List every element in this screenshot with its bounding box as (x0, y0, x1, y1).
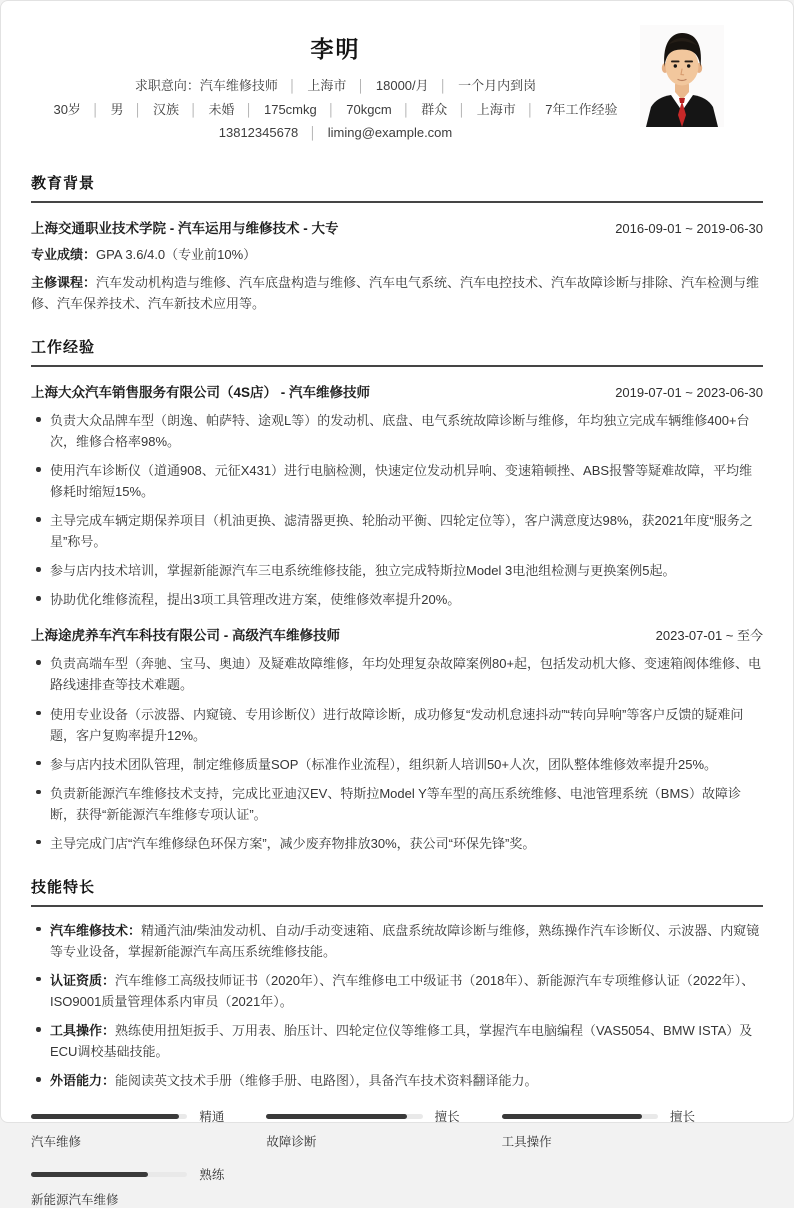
skill-level-fill (31, 1114, 179, 1119)
skill-label: 工具操作： (50, 1023, 116, 1038)
section-education (31, 172, 763, 314)
bullet-dot-icon (36, 761, 41, 766)
bullet-dot-icon (36, 417, 41, 422)
section-experience (31, 336, 763, 854)
job-bullet (31, 460, 763, 502)
skills-bullet-list (31, 920, 763, 1091)
job-block (31, 624, 763, 853)
skill-label: 外语能力： (50, 1073, 116, 1089)
skill-bullet (31, 1020, 763, 1062)
bullet-dot-icon (36, 467, 41, 472)
header-text (31, 23, 640, 150)
job-entry-row (31, 624, 763, 644)
info-segment: │ 上海市 (447, 102, 516, 117)
skill-level-label: 熟练 (199, 1168, 225, 1183)
job-bullet (31, 510, 763, 552)
job-bullet-list (31, 653, 763, 853)
bullet-text: 参与店内技术培训，掌握新能源汽车三电系统维修技能，独立完成特斯拉Model 3电池组检测与更换案例5起。 (50, 563, 676, 579)
bullet-dot-icon (36, 711, 41, 716)
info-segment: │ 一个月内到岗 (429, 78, 537, 93)
detail-text: GPA 3.6/4.0（专业前10%） (96, 246, 257, 262)
job-bullet (31, 589, 763, 610)
skill-level-track (502, 1114, 658, 1119)
skill-level-item (266, 1107, 459, 1150)
skill-bullet (31, 1070, 763, 1091)
education-details (31, 244, 763, 314)
job-bullet (31, 833, 763, 854)
bullet-text: 主导完成车辆定期保养项目（机油更换、滤清器更换、轮胎动平衡、四轮定位等），客户满意度达98%，获2021年度“服务之星”称号。 (50, 513, 753, 550)
info-segment: │ 175cmkg (234, 102, 316, 117)
bullet-text: 负责高端车型（奔驰、宝马、奥迪）及疑难故障维修，年均处理复杂故障案例80+起，包括发动机大修、变速箱阀体维修、电路线速排查等技术难题。 (50, 656, 762, 693)
bullet-dot-icon (36, 927, 41, 932)
section-skills (31, 876, 763, 1208)
personal-info-line (31, 103, 640, 117)
skills-section-head (31, 876, 763, 907)
bullet-dot-icon (36, 517, 41, 522)
skill-level-bar-row (502, 1107, 695, 1125)
job-block (31, 381, 763, 610)
info-segment: │ 7年工作经验 (516, 102, 618, 117)
info-segment: │ 18000/月 (346, 78, 428, 93)
job-entry-row (31, 381, 763, 401)
info-segment: │ 未婚 (179, 102, 235, 117)
company-role: 上海大众汽车销售服务有限公司（4S店） - 汽车维修技师 (31, 385, 371, 401)
education-entry-row (31, 217, 763, 237)
detail-label: 主修课程： (31, 274, 97, 290)
skill-level-label: 精通 (199, 1110, 225, 1125)
job-period: 2023-07-01 ~ 至今 (655, 628, 763, 644)
info-segment: │ 上海市 (278, 78, 347, 93)
job-period: 2019-07-01 ~ 2023-06-30 (615, 385, 763, 401)
skill-level-name: 汽车维修 (31, 1135, 82, 1150)
skill-label: 认证资质： (50, 972, 116, 988)
bullet-dot-icon (36, 1077, 41, 1082)
job-bullet (31, 560, 763, 581)
info-segment: │ 70kgcm (317, 102, 392, 117)
education-detail-line (31, 244, 763, 265)
job-bullet (31, 410, 763, 452)
job-bullet (31, 653, 763, 695)
education-section-head (31, 172, 763, 203)
info-segment: │ 男 (81, 102, 124, 117)
skill-level-track (31, 1114, 187, 1119)
info-segment: 求职意向：汽车维修技师 (134, 78, 278, 93)
job-bullet-list (31, 410, 763, 610)
skill-level-name: 工具操作 (501, 1135, 552, 1150)
bullet-dot-icon (36, 1027, 41, 1032)
skill-text: 熟练使用扭矩扳手、万用表、胎压计、四轮定位仪等维修工具，掌握汽车电脑编程（VAS5054、BMW ISTA）及ECU调校基础技能。 (50, 1023, 753, 1060)
profile-photo (640, 25, 724, 127)
experience-section-head (31, 336, 763, 367)
education-section-title: 教育背景 (31, 174, 96, 192)
skills-section-title: 技能特长 (31, 878, 96, 896)
info-segment: 30岁 (53, 101, 81, 117)
skill-level-item (31, 1165, 224, 1208)
info-segment: │ 汉族 (123, 102, 179, 117)
bullet-text: 主导完成门店“汽车维修绿色环保方案”，减少废弃物排放30%，获公司“环保先锋”奖。 (50, 835, 536, 851)
bullet-dot-icon (36, 977, 41, 982)
skill-level-item (502, 1107, 695, 1150)
skill-level-bar-row (266, 1107, 459, 1125)
bullet-text: 协助优化维修流程，提出3项工具管理改进方案，使维修效率提升20%。 (50, 592, 461, 608)
education-detail-line (31, 272, 763, 314)
education-period: 2016-09-01 ~ 2019-06-30 (615, 220, 763, 236)
experience-section-title: 工作经验 (31, 339, 96, 357)
info-segment: 13812345678 (218, 125, 299, 141)
skill-text: 汽车维修工高级技师证书（2020年）、汽车维修电工中级证书（2018年）、新能源汽车专项维修认证（2022年）、ISO9001质量管理体系内审员（2021年）。 (50, 972, 755, 1009)
info-segment: │ liming@example.com (298, 125, 452, 140)
candidate-name: 李明 (310, 36, 361, 62)
skill-level-label: 擅长 (434, 1110, 460, 1125)
bullet-text: 负责大众品牌车型（朗逸、帕萨特、途观L等）的发动机、底盘、电气系统故障诊断与维修，年均独立完成车辆维修400+台次，维修合格率98%。 (50, 413, 750, 450)
company-role: 上海途虎养车汽车科技有限公司 - 高级汽车维修技师 (31, 628, 340, 644)
skill-level-bar-row (31, 1165, 224, 1183)
job-bullet (31, 704, 763, 746)
skill-level-label: 擅长 (669, 1110, 695, 1125)
bullet-dot-icon (36, 660, 41, 665)
bullet-text: 使用专业设备（示波器、内窥镜、专用诊断仪）进行故障诊断，成功修复“发动机怠速抖动”“转向异响”等客户反馈的疑难问题，客户复购率提升12%。 (50, 706, 744, 743)
school-degree: 上海交通职业技术学院 - 汽车运用与维修技术 - 大专 (31, 220, 339, 236)
skill-level-name: 新能源汽车维修 (31, 1193, 119, 1208)
profile-photo-illustration (640, 25, 724, 127)
skill-level-bar-row (31, 1107, 224, 1125)
job-intent-line (31, 79, 640, 93)
skill-level-fill (31, 1172, 148, 1177)
bullet-dot-icon (36, 840, 41, 845)
skill-text: 能阅读英文技术手册（维修手册、电路图），具备汽车技术资料翻译能力。 (115, 1073, 538, 1089)
bullet-text: 使用汽车诊断仪（道通908、元征X431）进行电脑检测，快速定位发动机异响、变速箱顿挫、ABS报警等疑难故障，平均维修耗时缩短15%。 (50, 463, 753, 500)
skill-text: 精通汽油/柴油发动机、自动/手动变速箱、底盘系统故障诊断与维修，熟练操作汽车诊断仪、示波器、内窥镜等专业设备，掌握新能源汽车高压系统维修技能。 (50, 922, 760, 959)
detail-label: 专业成绩： (31, 246, 97, 262)
skill-level-item (31, 1107, 224, 1150)
bullet-text: 参与店内技术团队管理，制定维修质量SOP（标准作业流程），组织新人培训50+人次，团队整体维修效率提升25%。 (50, 756, 718, 772)
bullet-dot-icon (36, 596, 41, 601)
contact-line (31, 126, 640, 140)
skill-level-track (31, 1172, 187, 1177)
bullet-dot-icon (36, 567, 41, 572)
info-segment: │ 群众 (392, 102, 448, 117)
skill-level-grid (31, 1107, 695, 1208)
skill-bullet (31, 920, 763, 962)
skill-level-fill (266, 1114, 407, 1119)
detail-text: 汽车发动机构造与维修、汽车底盘构造与维修、汽车电气系统、汽车电控技术、汽车故障诊断与排除、汽车检测与维修、汽车保养技术、汽车新技术应用等。 (31, 274, 760, 312)
skill-level-name: 故障诊断 (266, 1135, 317, 1150)
skill-label: 汽车维修技术： (50, 922, 142, 938)
skill-level-track (266, 1114, 422, 1119)
bullet-text: 负责新能源汽车维修技术支持，完成比亚迪汉EV、特斯拉Model Y等车型的高压系统维修、电池管理系统（BMS）故障诊断，获得“新能源汽车维修专项认证”。 (50, 785, 741, 822)
job-bullet (31, 783, 763, 825)
bullet-dot-icon (36, 790, 41, 795)
header (31, 23, 763, 150)
skill-level-fill (502, 1114, 643, 1119)
job-bullet (31, 754, 763, 775)
skill-bullet (31, 970, 763, 1012)
